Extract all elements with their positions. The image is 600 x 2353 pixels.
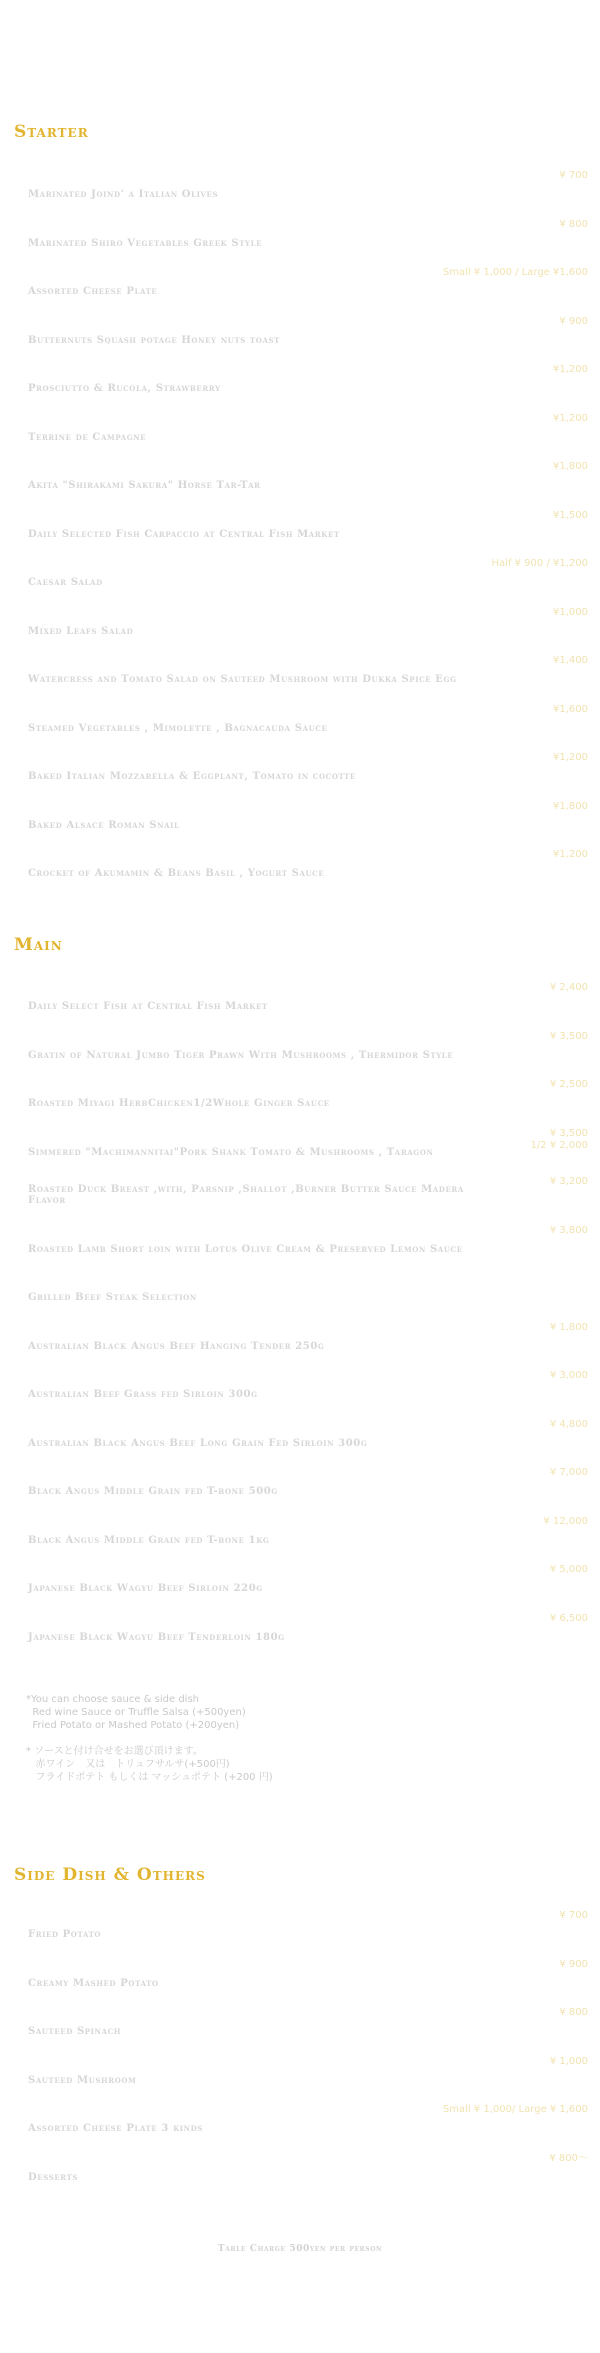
menu-item-name: Sauteed Mushroom [28, 2074, 137, 2086]
menu-item-name: Simmered "Machimannitai"Pork Shank Tomato & Mushrooms , Taragon [28, 1146, 434, 1158]
menu-item-price: ¥1,800 [553, 461, 588, 472]
menu-item-name: Butternuts Squash potage Honey nuts toast [28, 334, 280, 346]
menu-item [28, 607, 588, 637]
menu-item-price: ¥ 2,500 [549, 1079, 588, 1090]
menu-item-price: ¥ 900 [559, 315, 588, 327]
menu-item-name: Akita "Shirakami Sakura" Horse Tar-Tar [28, 480, 261, 491]
menu-item [28, 461, 588, 491]
menu-item [28, 219, 588, 249]
menu-item-name: Creamy Mashed Potato [28, 1977, 159, 1989]
menu-item-name: Marinated Joind' a Italian Olives [28, 189, 219, 200]
menu-item-name: Gratin of Natural Jumbo Tiger Prawn With Mushrooms , Thermidor Style [28, 1049, 454, 1061]
menu-item-price: ¥1,400 [553, 655, 588, 666]
menu-item-price: ¥ 800〜 [549, 2152, 588, 2164]
menu-item [28, 801, 588, 831]
menu-item [28, 1959, 588, 1989]
menu-item-price: ¥1,500 [553, 509, 588, 521]
menu-item-price: ¥ 700 [559, 1910, 588, 1921]
menu-item [28, 704, 588, 734]
menu-item [28, 267, 588, 297]
menu-item-price: Small ¥ 1,000/ Large ¥ 1,600 [442, 2104, 588, 2115]
menu-item-price: ¥ 800 [559, 218, 588, 230]
menu-item-name: Australian Black Angus Beef Hanging Tender 250g [28, 1340, 325, 1352]
menu-item-name: Roasted Miyagi HerbChicken1/2Whole Ginger Sauce [28, 1098, 330, 1109]
menu-item [28, 1079, 588, 1109]
menu-item [28, 982, 588, 1012]
menu-item [28, 655, 588, 685]
menu-item [28, 1031, 588, 1061]
menu-item-price: ¥ 3,800 [549, 1224, 588, 1236]
menu-item-name: Fried Potato [28, 1929, 102, 1940]
menu-item [28, 2056, 588, 2086]
menu-item-price: ¥ 4,800 [549, 1418, 588, 1430]
menu-item-name: Baked Alsace Roman Snail [28, 819, 180, 831]
menu-item-price: ¥1,600 [553, 703, 588, 715]
menu-item-name: Marinated Shiro Vegetables Greek Style [28, 237, 263, 249]
menu-item-name: Watercress and Tomato Salad on Sauteed Mushroom with Dukka Spice Egg [28, 674, 457, 685]
menu-item-name: Japanese Black Wagyu Beef Sirloin 220g [28, 1583, 263, 1594]
menu-item [28, 510, 588, 540]
menu-item-price: ¥ 900 [559, 1958, 588, 1970]
menu-item-price: ¥ 3,000 [549, 1370, 588, 1381]
table-charge-note: Table Charge 500yen per person [217, 2244, 383, 2254]
menu-item-name: Grilled Beef Steak Selection [28, 1292, 197, 1303]
menu-item [28, 1564, 588, 1594]
menu-item [28, 1322, 588, 1352]
menu-item [28, 1910, 588, 1940]
menu-item-price: ¥ 3,500 1/2 ¥ 2,000 [530, 1127, 588, 1151]
menu-item [28, 558, 588, 588]
menu-item-price: Half ¥ 900 / ¥1,200 [491, 558, 588, 569]
note-line: * ソースと付け合せをお選び頂けます。 [26, 1746, 203, 1757]
menu-item-name: Crocket of Akumamin & Beans Basil , Yogurt Sauce [28, 868, 325, 879]
menu-item [28, 1419, 588, 1449]
menu-item [28, 1467, 588, 1497]
menu-item-price: ¥ 1,000 [549, 2055, 588, 2067]
menu-item-name: Daily Selected Fish Carpaccio at Central Fish Market [28, 528, 340, 540]
section-title-main: Main [14, 935, 63, 955]
menu-item-price: ¥ 3,500 [549, 1030, 588, 1042]
menu-item [28, 849, 588, 879]
menu-item-price: Small ¥ 1,000 / Large ¥1,600 [442, 267, 588, 278]
menu-item-price: ¥ 5,000 [549, 1564, 588, 1575]
menu-item-price: ¥ 12,000 [543, 1515, 588, 1527]
menu-item-name: Australian Beef Grass fed Sirloin 300g [28, 1389, 258, 1400]
menu-item [28, 1225, 588, 1255]
note-line: Fried Potato or Mashed Potato (+200yen) [26, 1720, 240, 1731]
menu-item [28, 364, 588, 394]
menu-item-name: Black Angus Middle Grain fed T-bone 1kg [28, 1534, 270, 1546]
side-dish-note-en [26, 1693, 246, 1732]
menu-item-price: ¥1,200 [553, 752, 588, 763]
menu-item-name: Japanese Black Wagyu Beef Tenderloin 180g [28, 1631, 285, 1643]
section-title-starter: Starter [14, 122, 89, 142]
menu-item [28, 1128, 588, 1158]
side-dish-note-ja [26, 1745, 273, 1784]
menu-item-price: ¥1,200 [553, 849, 588, 860]
menu-item [28, 1516, 588, 1546]
menu-item-name: Desserts [28, 2171, 79, 2183]
menu-item [28, 2153, 588, 2183]
menu-item [28, 1613, 588, 1643]
menu-item-name: Daily Select Fish at Central Fish Market [28, 1001, 268, 1012]
menu-item [28, 2007, 588, 2037]
menu-item-name: Black Angus Middle Grain fed T-bone 500g [28, 1486, 278, 1497]
menu-item-price: ¥1,000 [553, 606, 588, 618]
menu-item-name: Australian Black Angus Beef Long Grain Fed Sirloin 300g [28, 1437, 368, 1449]
menu-item-name: Baked Italian Mozzarella & Eggplant, Tomato in cocotte [28, 771, 356, 782]
menu-item-name: Terrine de Campagne [28, 431, 147, 443]
menu-item [28, 1273, 588, 1303]
menu-item-name: Assorted Cheese Plate 3 kinds [28, 2123, 203, 2134]
menu-item-name: Caesar Salad [28, 577, 103, 588]
menu-item [28, 316, 588, 346]
menu-item-price: ¥1,200 [553, 364, 588, 375]
menu-item-price: ¥ 6,500 [549, 1612, 588, 1624]
menu-item-price: ¥ 3,200 [549, 1176, 588, 1187]
section-title-side: Side Dish & Others [14, 1865, 206, 1885]
menu-item-price: ¥ 700 [559, 170, 588, 181]
menu-item-name: Roasted Duck Breast ,with, Parsnip ,Shallot ,Burner Butter Sauce Madera Flavor [28, 1184, 464, 1206]
menu-item [28, 1370, 588, 1400]
menu-item-price: ¥ 1,800 [549, 1321, 588, 1333]
menu-item [28, 413, 588, 443]
menu-item [28, 170, 588, 200]
note-line: *You can choose sauce & side dish [26, 1694, 199, 1705]
menu-item-price: ¥1,800 [553, 800, 588, 812]
menu-item-name: Prosciutto & Rucola, Strawberry [28, 383, 221, 394]
menu-item [28, 752, 588, 782]
menu-item [28, 2104, 588, 2134]
menu-item-price: ¥1,200 [553, 412, 588, 424]
menu-item-name: Steamed Vegetables , Mimolette , Bagnacauda Sauce [28, 722, 328, 734]
note-line: フライドポテト もしくは マッシュポテト (+200 円) [26, 1772, 273, 1783]
note-line: 赤ワイン 又は トリュフサルサ(+500円) [26, 1759, 230, 1770]
menu-item-name: Roasted Lamb Short loin with Lotus Olive Cream & Preserved Lemon Sauce [28, 1243, 463, 1255]
menu-item-name: Mixed Leafs Salad [28, 625, 134, 637]
menu-item-price: ¥ 2,400 [549, 982, 588, 993]
menu-item-name: Sauteed Spinach [28, 2026, 121, 2037]
note-line: Red wine Sauce or Truffle Salsa (+500yen) [26, 1707, 246, 1718]
menu-item-price: ¥ 800 [559, 2007, 588, 2018]
menu-item [28, 1176, 588, 1206]
menu-item-price: ¥ 7,000 [549, 1467, 588, 1478]
menu-item-name: Assorted Cheese Plate [28, 286, 158, 297]
